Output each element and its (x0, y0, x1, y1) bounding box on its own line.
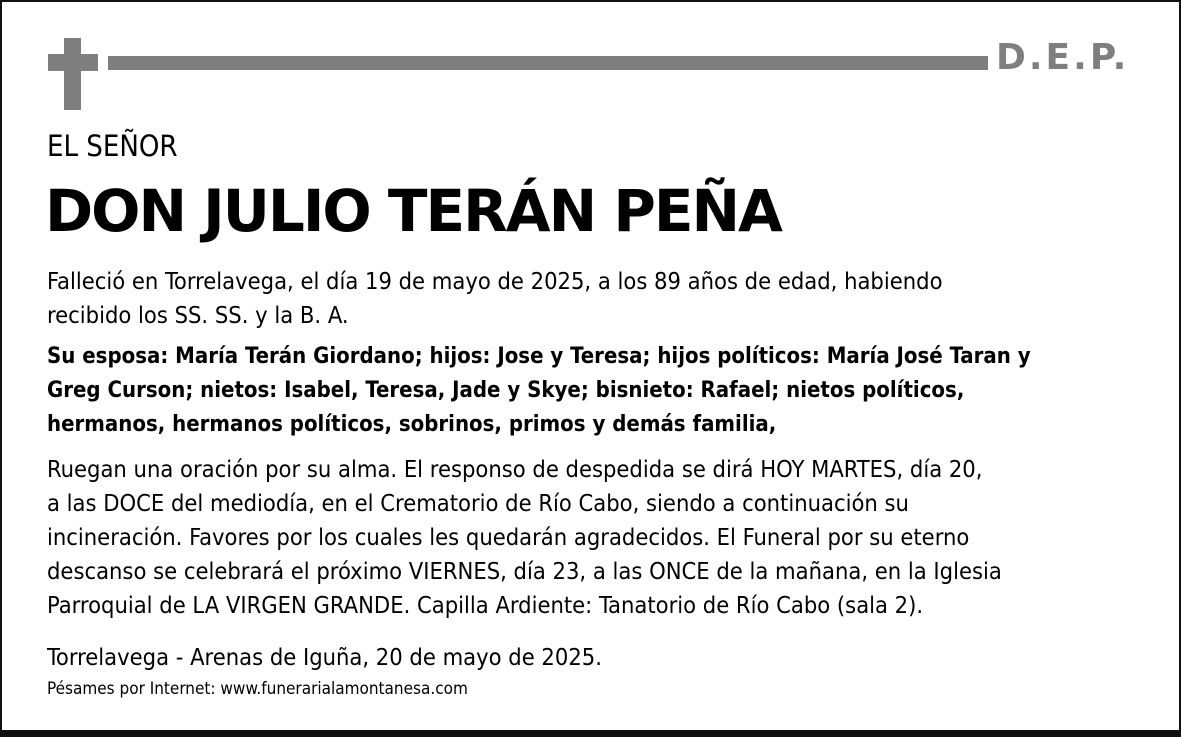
place-date-text: Torrelavega - Arenas de Iguña, 20 de mayo de 2025. (47, 643, 602, 671)
ceremony-paragraph (47, 452, 1142, 622)
death-line: Falleció en Torrelavega, el día 19 de mayo de 2025, a los 89 años de edad, habiendo (47, 267, 943, 295)
ceremony-line: a las DOCE del mediodía, en el Crematorio de Río Cabo, siendo a continuación su (47, 489, 909, 517)
place-date (47, 640, 1142, 674)
family-line: Greg Curson; nietos: Isabel, Teresa, Jade y Skye; bisnieto: Rafael; nietos políticos, (47, 378, 965, 403)
cross-icon (48, 38, 98, 110)
deceased-name: DON JULIO TERÁN PEÑA (45, 177, 781, 245)
ceremony-line: Parroquial de LA VIRGEN GRANDE. Capilla Ardiente: Tanatorio de Río Cabo (sala 2). (47, 591, 924, 619)
header-rule (108, 56, 988, 70)
ceremony-line: descanso se celebrará el próximo VIERNES, día 23, a las ONCE de la mañana, en la Iglesia (47, 557, 1002, 585)
dep-label: D.E.P. (996, 37, 1130, 78)
death-line: recibido los SS. SS. y la B. A. (47, 301, 349, 329)
ceremony-line: incineración. Favores por los cuales les quedarán agradecidos. El Funeral por su eterno (47, 523, 970, 551)
condolences-link[interactable]: Pésames por Internet: www.funerarialamontanesa.com (47, 679, 468, 699)
notice-title: EL SEÑOR (47, 129, 178, 163)
family-paragraph (47, 340, 1142, 442)
family-line: hermanos, hermanos políticos, sobrinos, primos y demás familia, (47, 412, 777, 437)
family-line: Su esposa: María Terán Giordano; hijos: Jose y Teresa; hijos políticos: María José Taran y (47, 344, 1031, 369)
ceremony-line: Ruegan una oración por su alma. El responso de despedida se dirá HOY MARTES, día 20, (47, 455, 983, 483)
death-paragraph (47, 264, 1142, 332)
